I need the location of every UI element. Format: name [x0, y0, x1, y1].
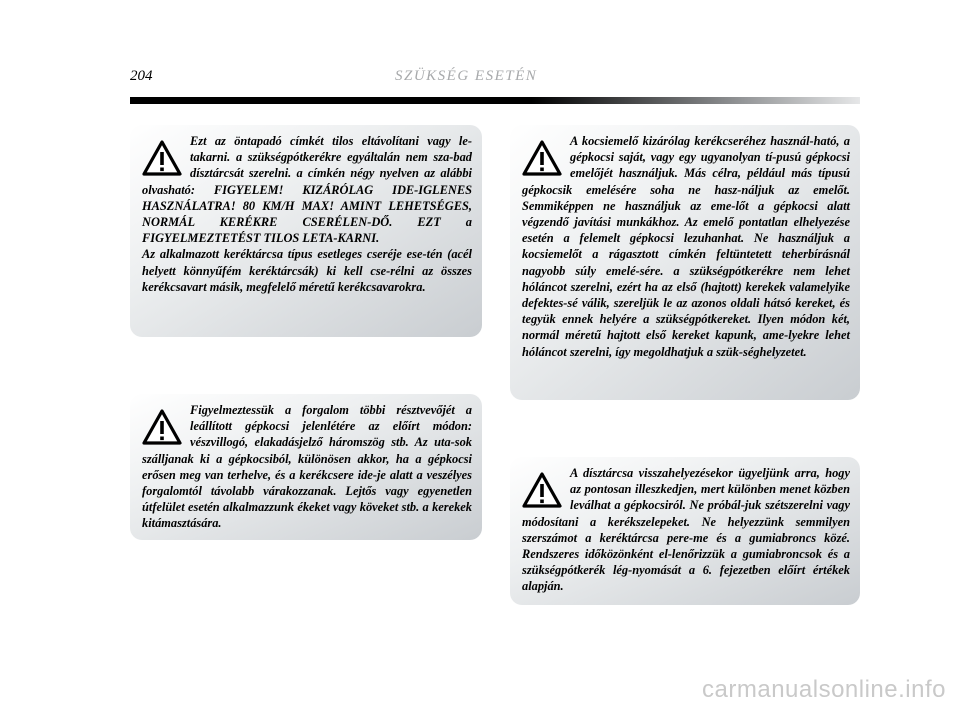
- watermark: carmanualsonline.info: [702, 676, 946, 703]
- running-header: SZÜKSÉG ESETÉN: [395, 68, 538, 84]
- warning-triangle-icon: [522, 471, 562, 509]
- header-rule: [130, 97, 860, 104]
- warning-text: Figyelmeztessük a forgalom többi résztvevőjét a leállított gépkocsi jelenlétére az előírt módon: vészvillogó, elakadásjelző háromszög stb. Az uta-sok szálljanak ki a gépkocsiból, különösen akkor, ha a gépkocsi erősen meg van terhelve, és a kerékcsere ide-je alatt a veszélyes forgalomtól távolabb várakozzanak. Lejtős vagy egyenetlen útfelület esetén alkalmazzunk ékeket vagy köveket stb. a kerekek kitámasztására.: [142, 403, 472, 531]
- warning-box-jack: [510, 125, 860, 400]
- warning-text: A kocsiemelő kizárólag kerékcseréhez használ-ható, a gépkocsi saját, vagy egy ugyanolyan tí-pusú gépkocsi emelőjét használjuk. Más célra, például más típusú gépkocsik emelésére soha ne hasz-náljuk az emelőt. Semmiképpen ne használjuk az eme-lőt a gépkocsi alatt végzendő javítási munkákhoz. Az emelő pontatlan elhelyezése esetén a felemelt gépkocsi lezuhanhat. Ne használjuk a kocsiemelőt a rágasztott címkén feltüntetett teherbírásnál nagyobb súly emelé-sére. a szükségpótkerékre nem lehet hóláncot szerelni, ezért ha az első (hajtott) kerekek valamelyike defektes-sé válik, szereljük le az azonos oldali hátsó kereket, és tegyük ennek helyére a szükségpótkereket. Ilyen módon két, normál méretű hajtott első kereket kapunk, ame-lyekre lehet hóláncot szerelni, így megoldhatjuk a szük-séghelyzetet.: [522, 134, 850, 359]
- warning-box-hubcap: [510, 457, 860, 605]
- warning-text: A dísztárcsa visszahelyezésekor ügyeljünk arra, hogy az pontosan illeszkedjen, mert különben menet közben leválhat a gépkocsiról. Ne próbál-juk szétszerelni vagy módosítani a kerékszelepeket. Ne helyezzünk semmilyen szerszámot a keréktárcsa pere-me és a gumiabroncs közé. Rendszeres időközönként el-lenőrizzük a gumiabroncsok és a szükségpótkerék lég-nyomását a 6. fejezetben előírt értékek alapján.: [522, 466, 850, 594]
- warning-text: Ezt az öntapadó címkét tilos eltávolítani vagy le-takarni. a szükségpótkerékre egyáltalán nem sza-bad dísztárcsát szerelni. a címkén négy nyelven az alábbi olvasható: FIGYELEM! KIZÁRÓLAG IDE-IGLENES HASZNÁLATRA! 80 KM/H MAX! AMINT LEHETSÉGES, NORMÁL KERÉKRE CSERÉLEN-DŐ. EZT a FIGYELMEZTETÉST TILOS LETA-KARNI.: [142, 134, 472, 246]
- warning-triangle-icon: [142, 408, 182, 446]
- warning-triangle-icon: [142, 139, 182, 177]
- warning-box-traffic: [130, 394, 482, 540]
- warning-box-label-sticker: [130, 125, 482, 337]
- page-number: 204: [130, 68, 153, 84]
- warning-triangle-icon: [522, 139, 562, 177]
- warning-text: Az alkalmazott keréktárcsa típus esetleges cseréje ese-tén (acél helyett könnyűfém keréktárcsák) ki kell cse-rélni az összes kerékcsavart másik, megfelelő méretű kerékcsavarokra.: [142, 247, 472, 294]
